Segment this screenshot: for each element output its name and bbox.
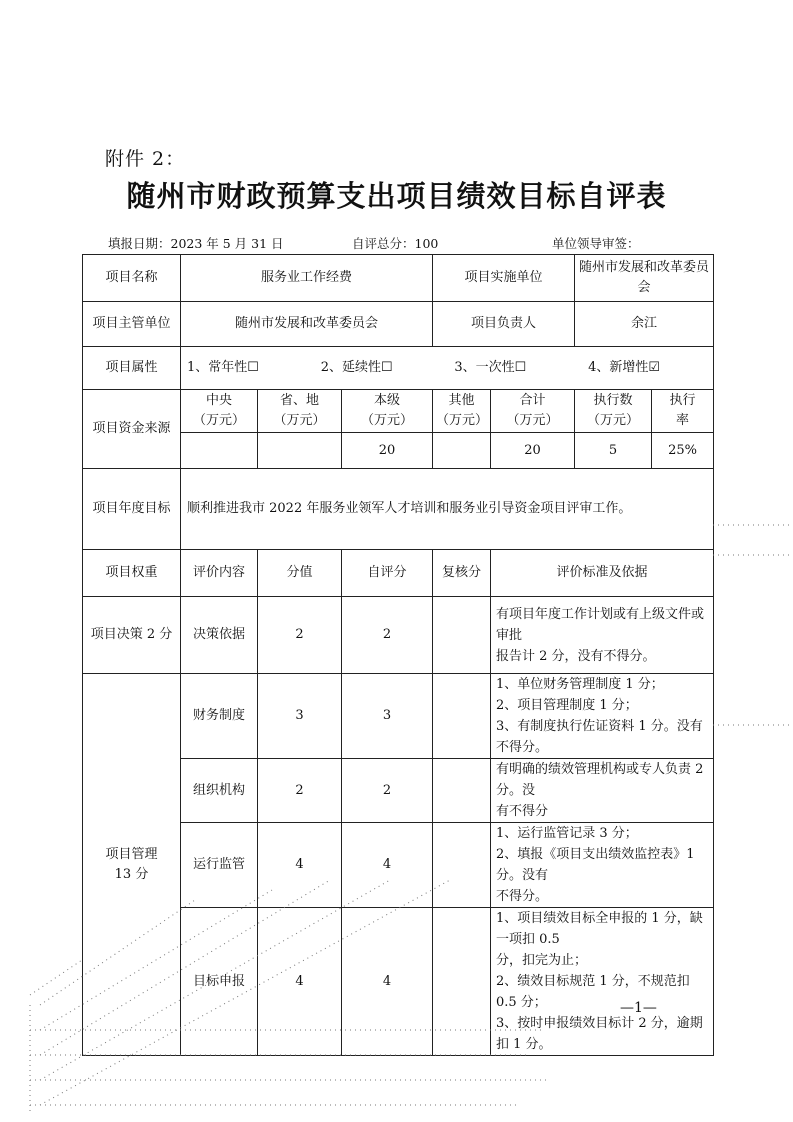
- attribute-one-time: 3、一次性☐: [454, 360, 527, 375]
- funding-rate-header: 执行 率: [652, 390, 714, 433]
- row-content: 决策依据: [181, 597, 258, 674]
- funding-central-header: 中央 （万元）: [181, 390, 258, 433]
- page-title: 随州市财政预算支出项目绩效目标自评表: [126, 179, 667, 213]
- annual-goal-label: 项目年度目标: [83, 469, 181, 550]
- attribute-continuing: 2、延续性☐: [320, 360, 393, 375]
- funding-local-header: 本级 （万元）: [342, 390, 433, 433]
- row-score: 2: [258, 759, 342, 823]
- attribute-new: 4、新增性☑: [588, 360, 660, 375]
- row-self-score: 2: [342, 759, 433, 823]
- impl-unit-value: 随州市发展和改革委员会: [575, 255, 714, 302]
- header-weight: 项目权重: [83, 550, 181, 597]
- row-score: 3: [258, 674, 342, 759]
- funding-rate-value: 25%: [652, 433, 714, 469]
- page-number: —1—: [620, 1000, 657, 1016]
- owner-value: 余江: [575, 302, 714, 347]
- funding-total-header: 合计 （万元）: [491, 390, 575, 433]
- group-weight-management: 项目管理 13 分: [83, 674, 181, 1056]
- row-content: 组织机构: [181, 759, 258, 823]
- header-review: 复核分: [433, 550, 491, 597]
- row-self-score: 2: [342, 597, 433, 674]
- row-criteria: 有项目年度工作计划或有上级文件或审批 报告计 2 分，没有不得分。: [491, 597, 714, 674]
- impl-unit-label: 项目实施单位: [433, 255, 575, 302]
- row-content: 目标申报: [181, 908, 258, 1056]
- row-score: 4: [258, 823, 342, 908]
- annual-goal-value: 顺利推进我市 2022 年服务业领军人才培训和服务业引导资金项目评审工作。: [181, 469, 714, 550]
- header-criteria: 评价标准及依据: [491, 550, 714, 597]
- row-self-score: 4: [342, 908, 433, 1056]
- row-criteria: 有明确的绩效管理机构或专人负责 2 分。没 有不得分: [491, 759, 714, 823]
- attribute-label: 项目属性: [83, 347, 181, 390]
- self-score-total: 自评总分：100: [352, 236, 439, 251]
- fill-date: 填报日期：2023 年 5 月 31 日: [108, 236, 284, 251]
- funding-local-value: 20: [342, 433, 433, 469]
- supervisor-label: 项目主管单位: [83, 302, 181, 347]
- funding-executed-value: 5: [575, 433, 652, 469]
- funding-province-header: 省、地 （万元）: [258, 390, 342, 433]
- attachment-label: 附件 2：: [105, 148, 186, 170]
- supervisor-value: 随州市发展和改革委员会: [181, 302, 433, 347]
- row-criteria: 1、项目绩效目标全申报的 1 分，缺一项扣 0.5 分，扣完为止； 2、绩效目标规范 1 分，不规范扣 0.5 分； 3、按时申报绩效目标计 2 分，逾期扣 1 分。: [491, 908, 714, 1056]
- header-self-score: 自评分: [342, 550, 433, 597]
- funding-other-header: 其他 （万元）: [433, 390, 491, 433]
- header-score: 分值: [258, 550, 342, 597]
- owner-label: 项目负责人: [433, 302, 575, 347]
- group-weight-decision: 项目决策 2 分: [83, 597, 181, 674]
- row-content: 财务制度: [181, 674, 258, 759]
- row-score: 4: [258, 908, 342, 1056]
- row-self-score: 3: [342, 674, 433, 759]
- attribute-regular: 1、常年性☐: [187, 360, 259, 375]
- row-criteria: 1、运行监管记录 3 分； 2、填报《项目支出绩效监控表》1 分。没有 不得分。: [491, 823, 714, 908]
- funding-total-value: 20: [491, 433, 575, 469]
- leader-signature-label: 单位领导审签：: [552, 236, 640, 251]
- row-score: 2: [258, 597, 342, 674]
- row-content: 运行监管: [181, 823, 258, 908]
- project-name-label: 项目名称: [83, 255, 181, 302]
- header-content: 评价内容: [181, 550, 258, 597]
- row-self-score: 4: [342, 823, 433, 908]
- row-criteria: 1、单位财务管理制度 1 分； 2、项目管理制度 1 分； 3、有制度执行佐证资料 1 分。没有不得分。: [491, 674, 714, 759]
- funding-label: 项目资金来源: [83, 390, 181, 469]
- funding-executed-header: 执行数 （万元）: [575, 390, 652, 433]
- project-name-value: 服务业工作经费: [181, 255, 433, 302]
